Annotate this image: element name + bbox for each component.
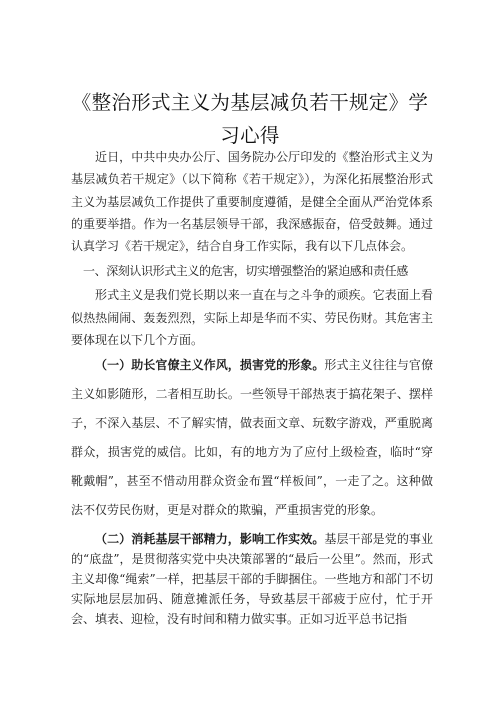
point-1-text: 形式主义往往与官僚主义如影随形，二者相互助长。一些领导干部热衷于搞花架子、摆样子，不深入基层、不了解实情，做表面文章、玩数字游戏，严重脱离群众，损害党的威信。比如，有的地方为了应付上级检查，临时“穿靴戴帽”，甚至不惜动用群众资金布置“样板间”，一走了之。这种做法不仅劳民伤财，更是对群众的欺骗，严重损害党的形象。 (71, 358, 433, 518)
section-1-paragraph: 形式主义是我们党长期以来一直在与之斗争的顽疾。它表面上看似热热闹闹、轰轰烈烈，实际上却是华而不实、劳民伤财。其危害主要体现在以下几个方面。 (71, 288, 433, 348)
point-2-text: 基层干部是党的事业的“底盘”，是贯彻落实党中央决策部署的“最后一公里”。然而，形式主义却像“绳索”一样，把基层干部的手脚捆住。一些地方和部门不切实际地层层加码、随意摊派任务，导致基层干部疲于应付，忙于开会、填表、迎检，没有时间和精力做实事。正如习近平总书记指 (71, 532, 433, 627)
point-1-heading: （一）助长官僚主义作风，损害党的形象。 (95, 358, 325, 373)
section-heading-1: 一、深刻认识形式主义的危害，切实增强整治的紧迫感和责任感 (83, 264, 408, 279)
document-body (71, 146, 433, 629)
point-2-paragraph (71, 529, 433, 629)
intro-paragraph: 近日，中共中央办公厅、国务院办公厅印发的《整治形式主义为基层减负若干规定》（以下简称《若干规定》），为深化拓展整治形式主义为基层减负工作提供了重要制度遵循，是健全全面从严治党体系的重要举措。作为一名基层领导干部，我深感振奋，倍受鼓舞。通过认真学习《若干规定》，结合自身工作实际，我有以下几点体会。 (71, 150, 433, 254)
point-1-paragraph (71, 351, 433, 525)
document-title: 《整治形式主义为基层减负若干规定》学习心得 (71, 91, 429, 147)
point-2-heading: （二）消耗基层干部精力，影响工作实效。 (95, 532, 325, 547)
